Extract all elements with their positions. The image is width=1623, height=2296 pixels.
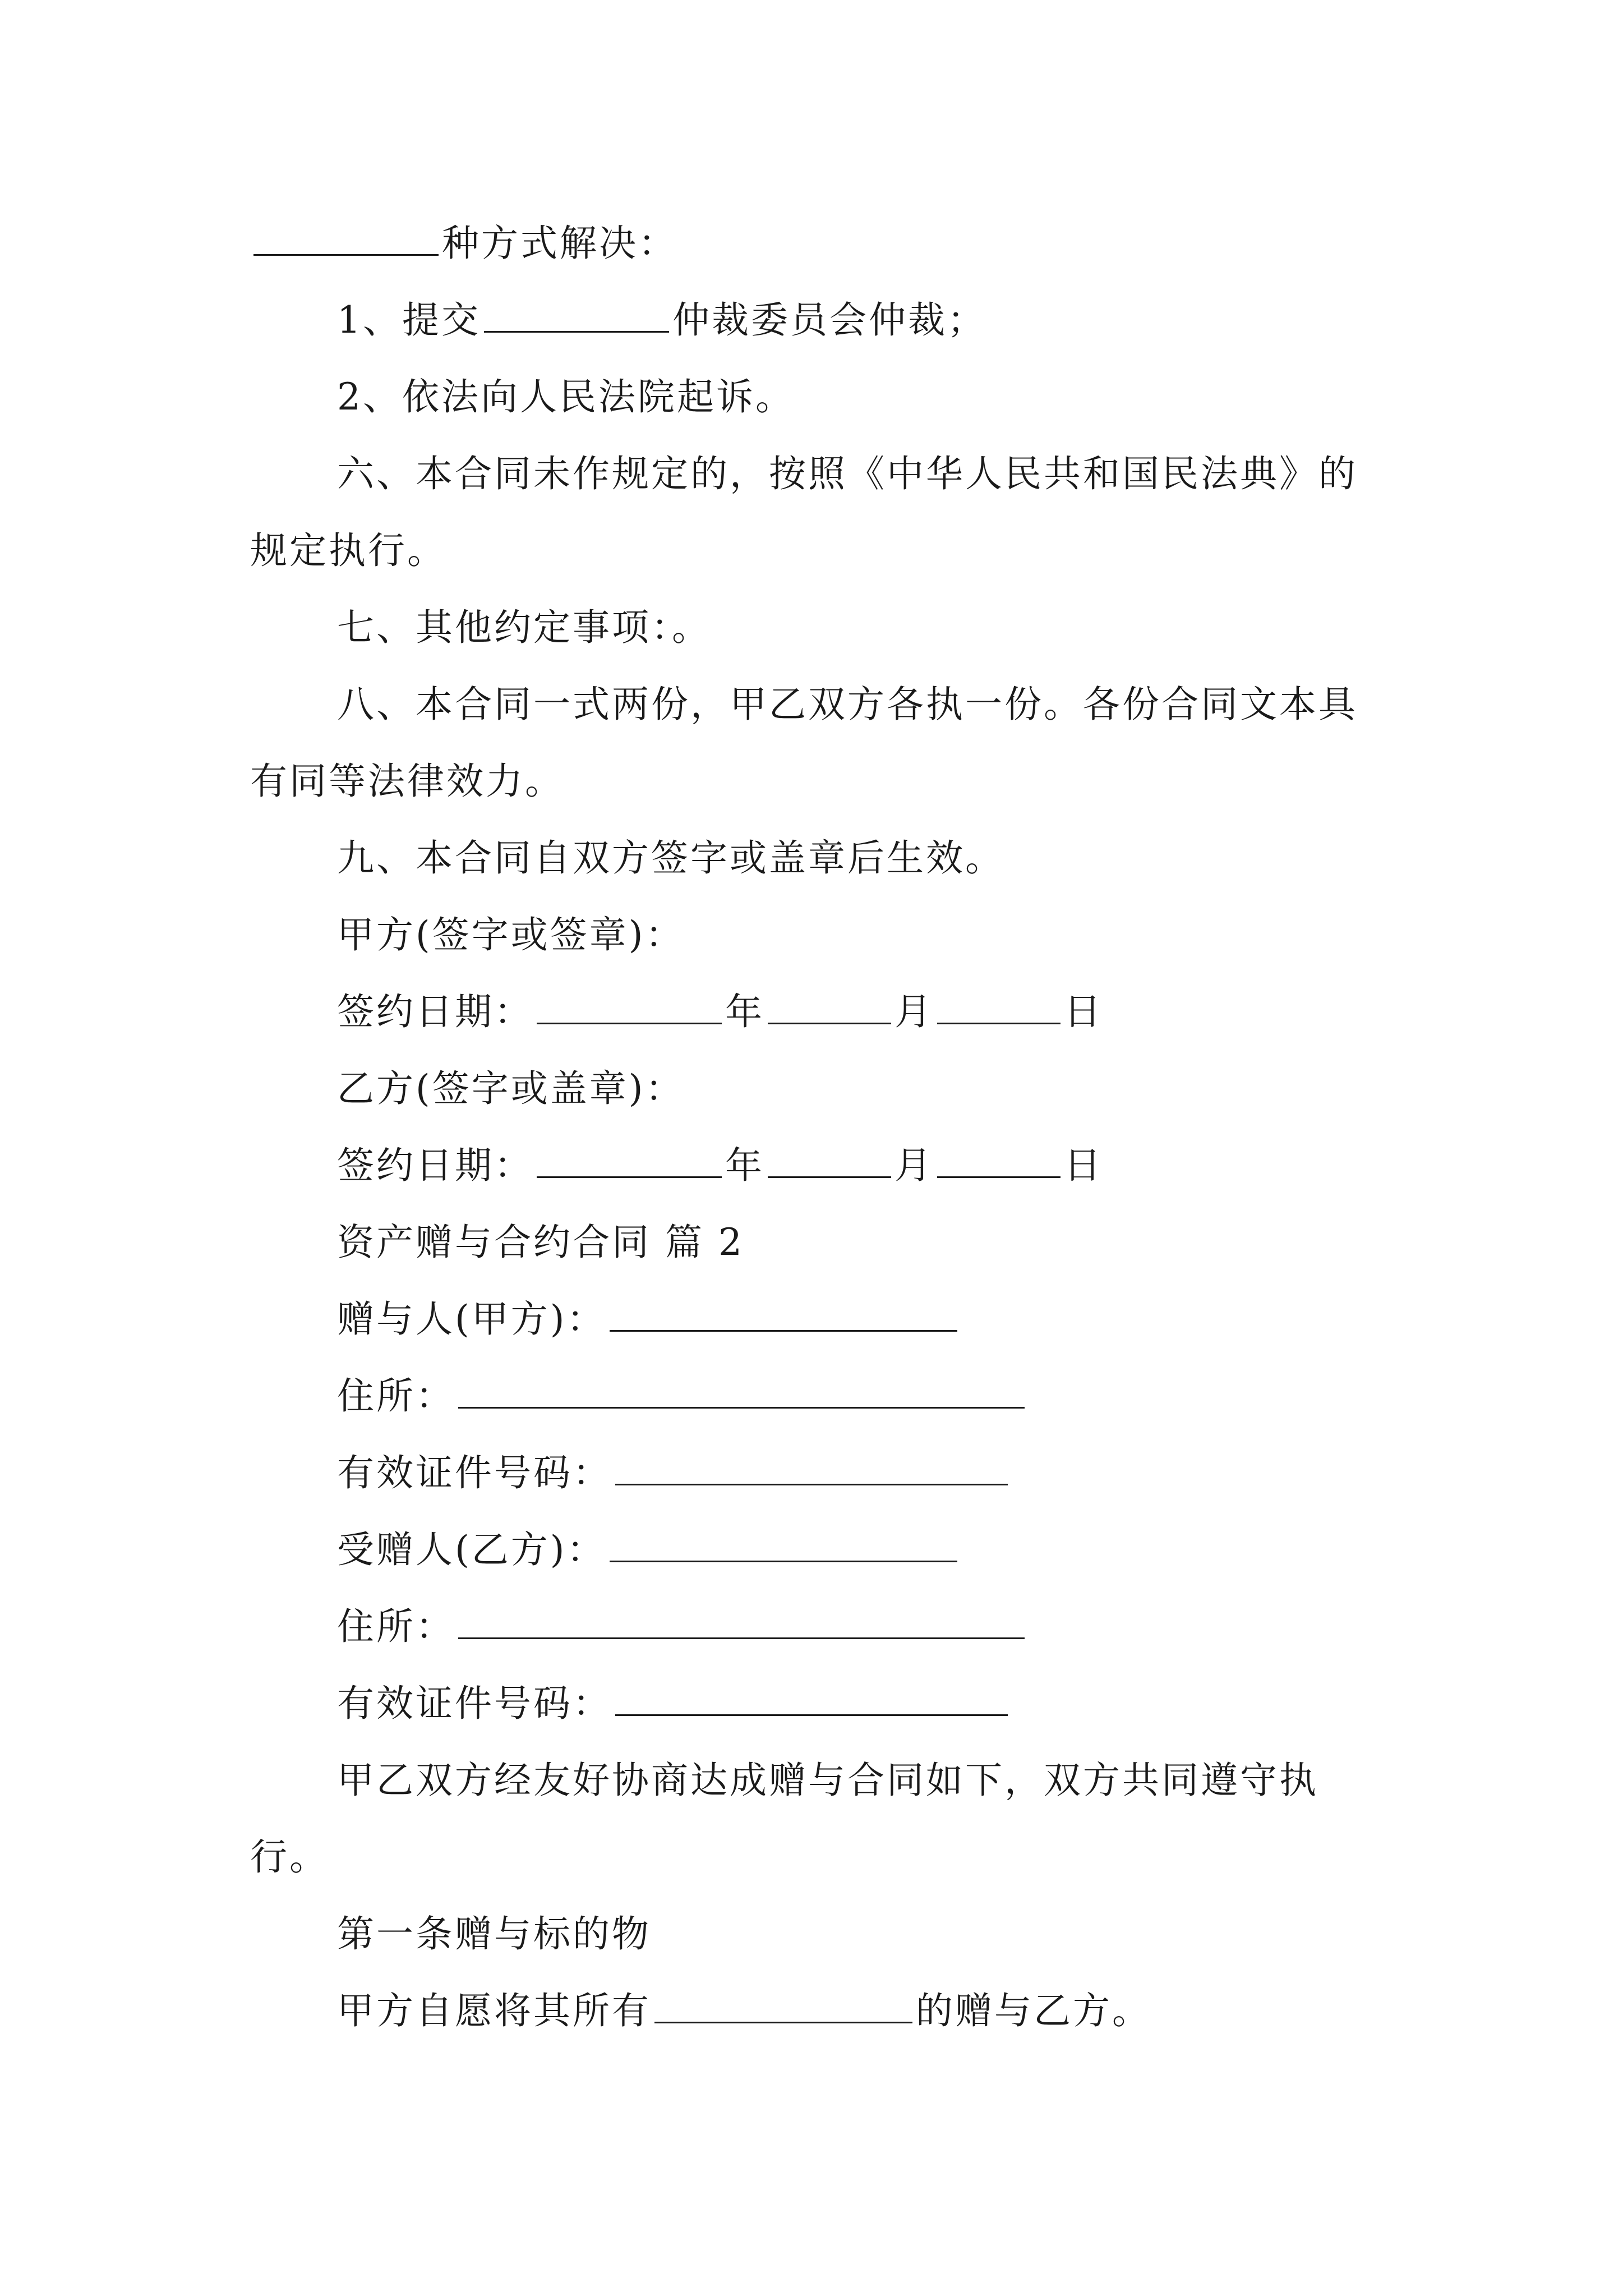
- blank-line: [610, 1528, 957, 1562]
- dispute-resolution-line: [250, 205, 1383, 282]
- text: 月: [895, 1144, 934, 1187]
- blank-line: [484, 298, 669, 333]
- text: 年: [725, 1144, 764, 1187]
- article-one-title: 第一条赠与标的物: [337, 1912, 651, 1955]
- clause-six: 六、本合同未作规定的，按照《中华人民共和国民法典》的规定执行。: [250, 452, 1358, 572]
- blank-line: [768, 990, 891, 1024]
- text: 受赠人(乙方)：: [337, 1528, 606, 1571]
- text: 日: [1064, 1144, 1103, 1187]
- blank-line: [253, 222, 439, 256]
- party-b-date: [250, 1127, 1383, 1204]
- blank-line: [537, 1144, 722, 1178]
- blank-line: [458, 1605, 1025, 1639]
- text: 有效证件号码：: [337, 1451, 612, 1494]
- donor-address-field: [250, 1358, 1383, 1434]
- donee-address-field: [250, 1588, 1383, 1665]
- clause-seven: 七、其他约定事项：。: [337, 606, 711, 649]
- article-one-content: [250, 1972, 1383, 2049]
- text: 1、提交: [337, 298, 481, 342]
- blank-line: [458, 1374, 1025, 1409]
- text: 住所：: [337, 1605, 455, 1648]
- text: 仲裁委员会仲裁；: [672, 298, 986, 342]
- text: 签约日期：: [337, 1144, 533, 1187]
- blank-line: [610, 1297, 957, 1332]
- clause-eight: 八、本合同一式两份，甲乙双方各执一份。各份合同文本具有同等法律效力。: [250, 683, 1358, 803]
- arbitration-option: [250, 282, 1383, 358]
- donee-id-field: [250, 1665, 1383, 1742]
- section-title: 资产赠与合约合同 篇 2: [337, 1221, 744, 1264]
- text: 月: [895, 990, 934, 1033]
- text: 签约日期：: [337, 990, 533, 1033]
- litigation-option: 2、依法向人民法院起诉。: [337, 375, 795, 418]
- blank-line: [615, 1682, 1008, 1716]
- text: 甲方自愿将其所有: [337, 1989, 651, 2032]
- blank-line: [937, 990, 1061, 1024]
- party-a-date: [250, 973, 1383, 1050]
- text: 有效证件号码：: [337, 1682, 612, 1725]
- text: 的赠与乙方。: [916, 1989, 1151, 2032]
- blank-line: [654, 1989, 912, 2023]
- donee-field: [250, 1511, 1383, 1588]
- blank-line: [937, 1144, 1061, 1178]
- blank-line: [537, 990, 722, 1024]
- text: 赠与人(甲方)：: [337, 1297, 606, 1341]
- blank-line: [615, 1451, 1008, 1485]
- text: 种方式解决：: [442, 222, 677, 265]
- text: 日: [1064, 990, 1103, 1033]
- party-b-signature: 乙方(签字或盖章)：: [337, 1067, 685, 1110]
- clause-nine: 九、本合同自双方签字或盖章后生效。: [337, 836, 1004, 880]
- text: 住所：: [337, 1374, 455, 1418]
- text: 年: [725, 990, 764, 1033]
- party-a-signature: 甲方(签字或签章)：: [337, 913, 685, 956]
- donor-id-field: [250, 1434, 1383, 1511]
- agreement-statement: 甲乙双方经友好协商达成赠与合同如下，双方共同遵守执行。: [250, 1759, 1318, 1879]
- blank-line: [768, 1144, 891, 1178]
- document-body: [250, 205, 1383, 2049]
- donor-field: [250, 1281, 1383, 1358]
